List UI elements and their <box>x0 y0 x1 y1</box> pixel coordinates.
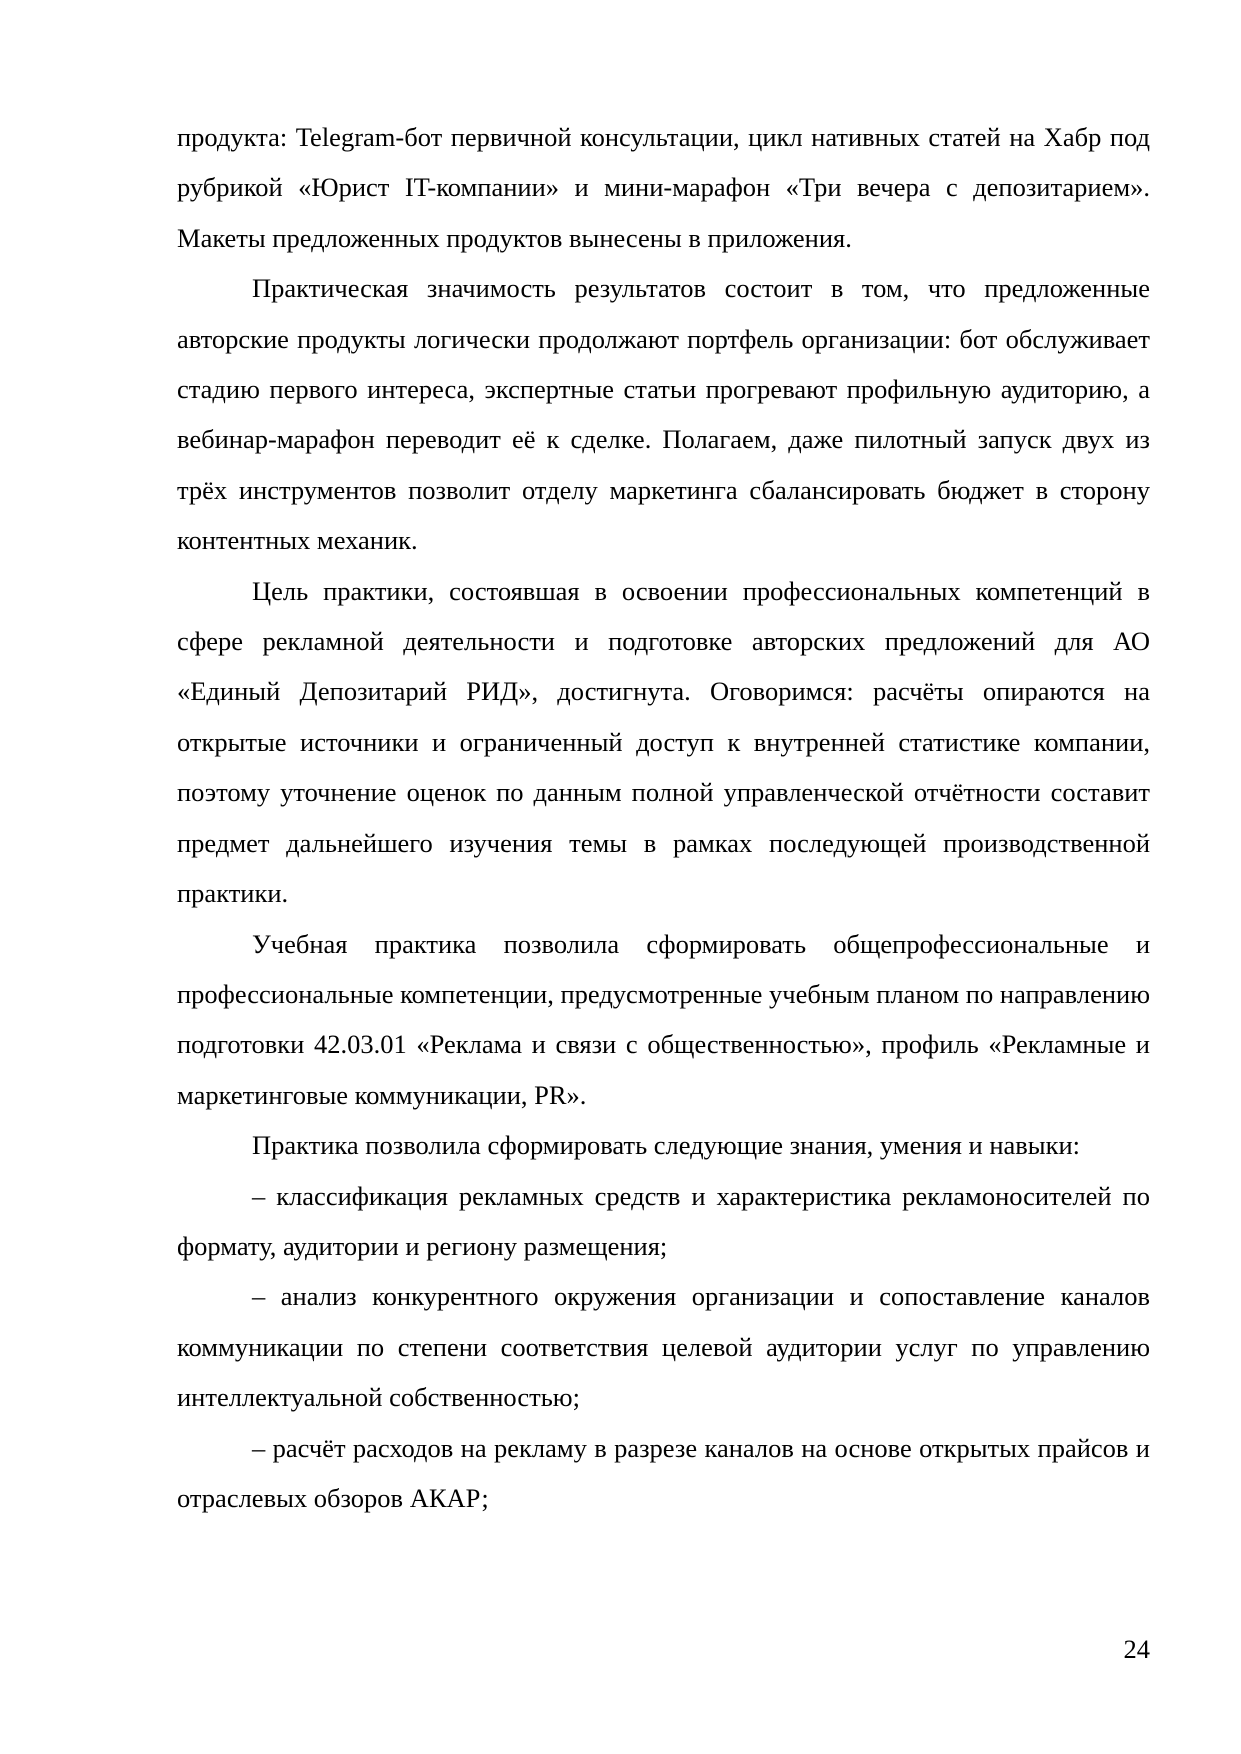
list-item-competitor-analysis: – анализ конкурентного окружения организации и сопоставление каналов коммуникации по степени соответствия целевой аудитории услуг по управлению интеллектуальной собственностью; <box>177 1281 1150 1413</box>
page-number: 24 <box>1123 1634 1150 1664</box>
paragraph-practice-goal: Цель практики, состоявшая в освоении профессиональных компетенций в сфере рекламной деятельности и подготовке авторских предложений для АО «Единый Депозитарий РИД», достигнута. Оговоримся: расчёты опираются на открытые источники и ограниченный доступ к внутренней статистике компании, поэтому уточнение оценок по данным полной управленческой отчётности составит предмет дальнейшего изучения темы в рамках последующей производственной практики. <box>177 575 1150 909</box>
body-text <box>177 112 1150 1523</box>
paragraph-continuation: продукта: Telegram-бот первичной консультации, цикл нативных статей на Хабр под рубрикой «Юрист IT-компании» и мини-марафон «Три вечера с депозитарием». Макеты предложенных продуктов вынесены в приложения. <box>177 122 1150 253</box>
paragraph-skills-intro: Практика позволила сформировать следующие знания, умения и навыки: <box>252 1130 1080 1161</box>
paragraph-competencies: Учебная практика позволила сформировать общепрофессиональные и профессиональные компетенции, предусмотренные учебным планом по направлению подготовки 42.03.01 «Реклама и связи с общественностью», профиль «Рекламные и маркетинговые коммуникации, PR». <box>177 928 1150 1110</box>
list-item-ad-cost-calculation: – расчёт расходов на рекламу в разрезе каналов на основе открытых прайсов и отраслевых обзоров АКАР; <box>177 1432 1150 1513</box>
paragraph-practical-significance: Практическая значимость результатов состоит в том, что предложенные авторские продукты логически продолжают портфель организации: бот обслуживает стадию первого интереса, экспертные статьи прогревают профильную аудиторию, а вебинар-марафон переводит её к сделке. Полагаем, даже пилотный запуск двух из трёх инструментов позволит отделу маркетинга сбалансировать бюджет в сторону контентных механик. <box>177 273 1150 556</box>
list-item-classification: – классификация рекламных средств и характеристика рекламоносителей по формату, аудитории и региону размещения; <box>177 1180 1150 1261</box>
